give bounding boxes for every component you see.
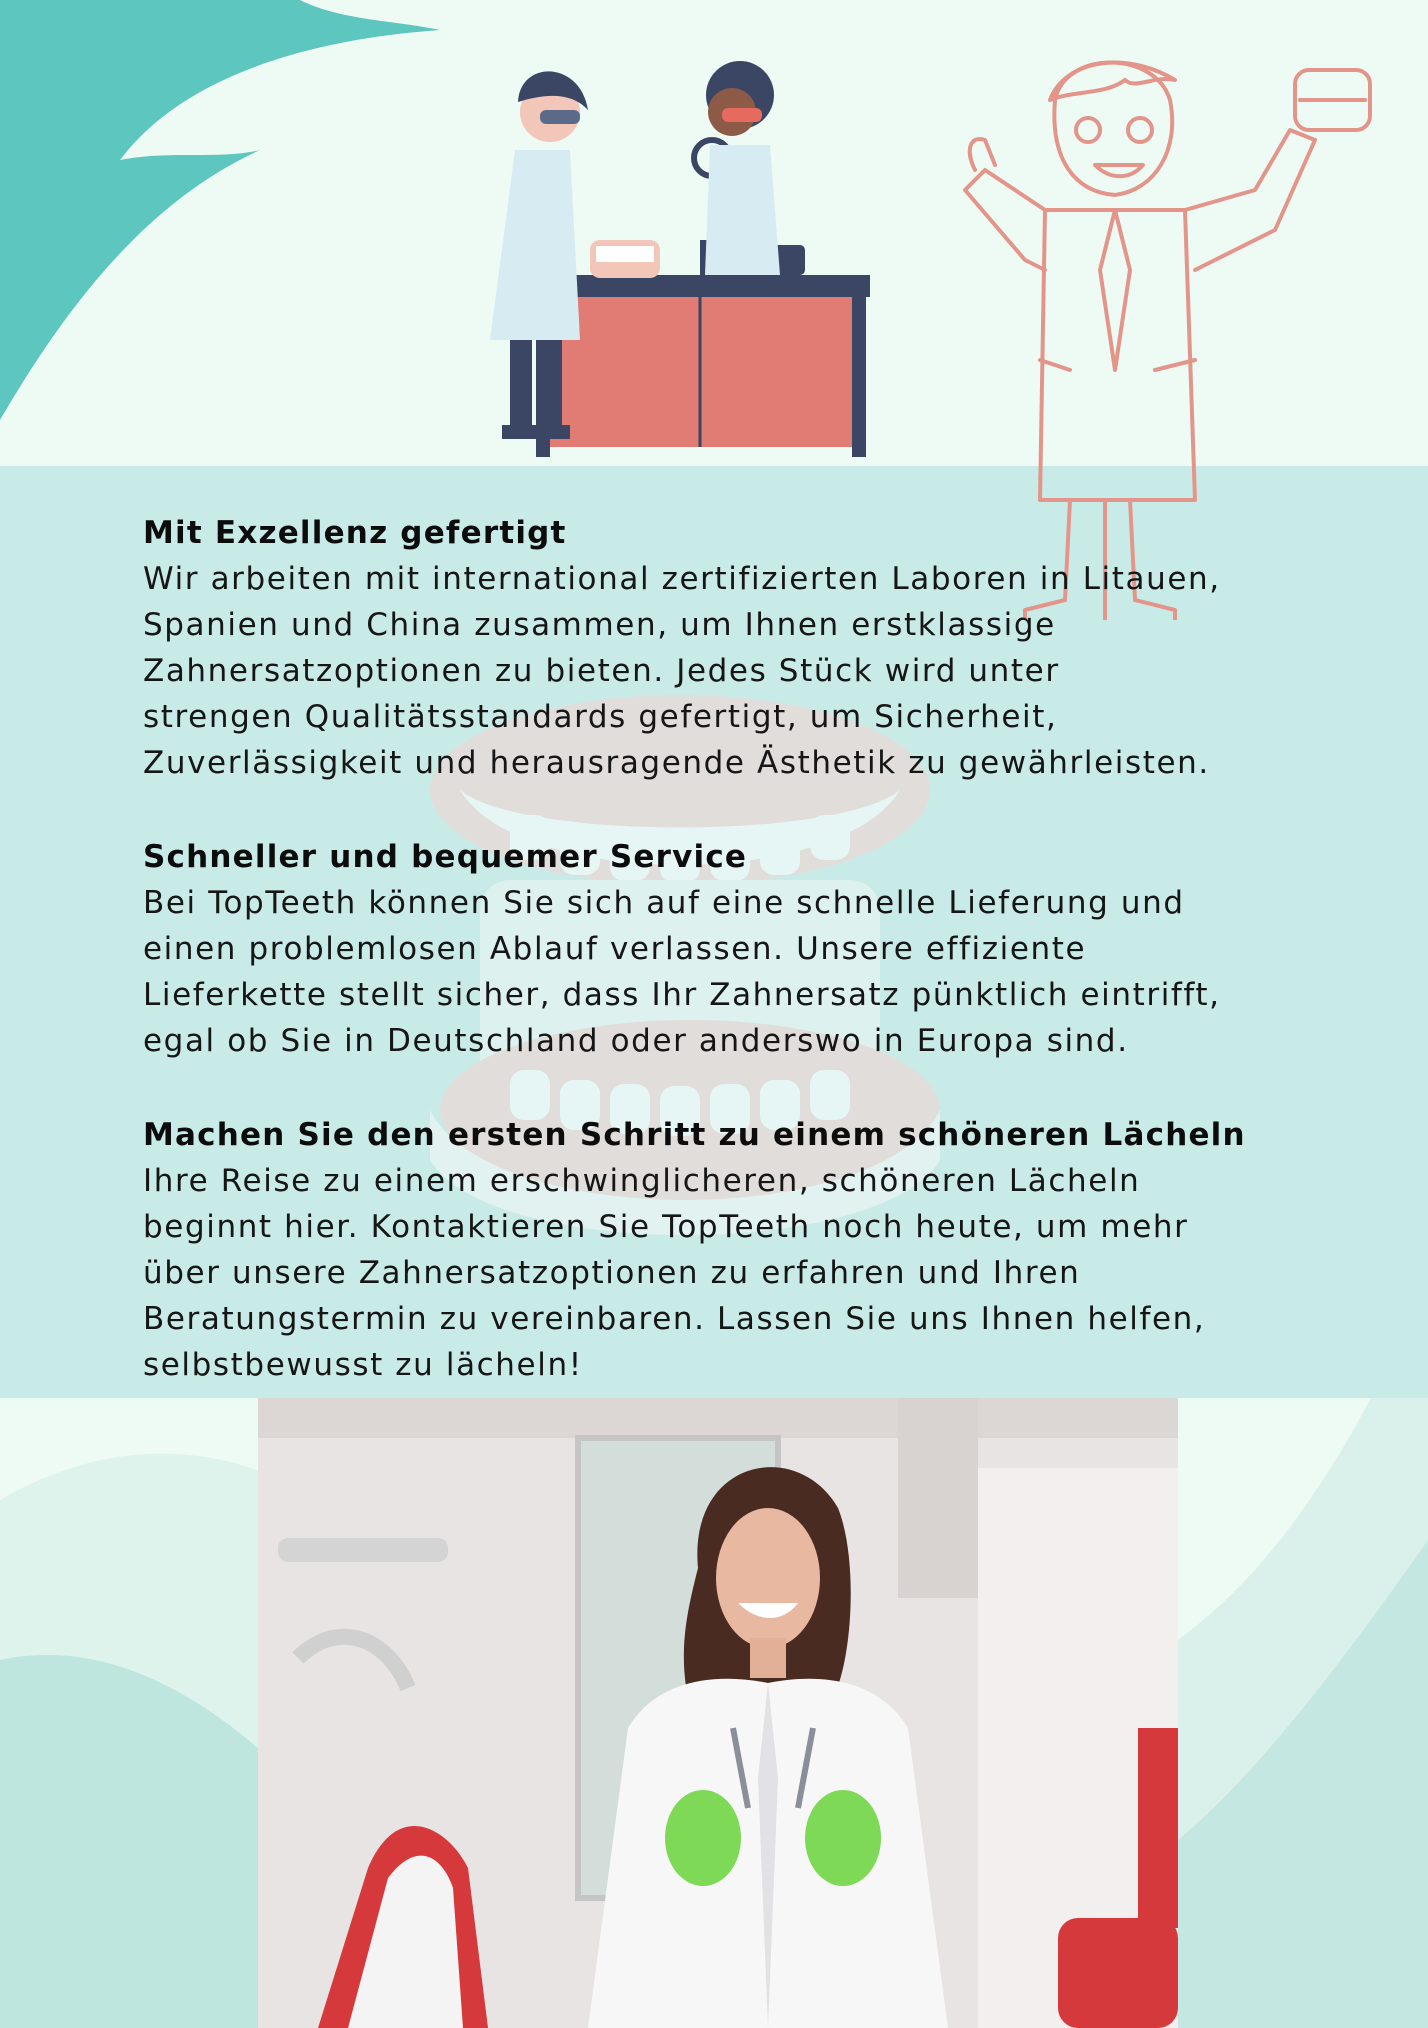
lab-scientists-illustration [440,40,880,460]
section-heading: Mit Exzellenz gefertigt [143,515,567,551]
section-heading: Machen Sie den ersten Schritt zu einem schöneren Lächeln [143,1117,1246,1153]
teal-swoosh-decoration [0,0,460,440]
section-body: Ihre Reise zu einem erschwinglicheren, schöneren Lächeln beginnt hier. Kontaktieren Sie TopTeeth noch heute, um mehr über unsere Zahnersatzoptionen zu erfahren und Ihren Beratungstermin zu vereinbaren. Lassen Sie uns Ihnen helfen, selbstbewusst zu lächeln! [143,1163,1206,1383]
section-body: Bei TopTeeth können Sie sich auf eine schnelle Lieferung und einen problemlosen Ablauf verlassen. Unsere effiziente Lieferkette stellt sicher, dass Ihr Zahnersatz pünktlich eintrifft, egal ob Sie in Deutschland oder anderswo in Europa sind. [143,885,1221,1059]
section-excellence [143,510,1343,786]
section-heading: Schneller und bequemer Service [143,839,748,875]
dentist-photo [258,1398,1178,2028]
text-content [143,510,1343,1436]
dentist-photo-illustration [258,1398,1178,2028]
section-first-step [143,1112,1343,1388]
section-service [143,834,1343,1064]
section-body: Wir arbeiten mit international zertifizierten Laboren in Litauen, Spanien und China zusammen, um Ihnen erstklassige Zahnersatzoptionen zu bieten. Jedes Stück wird unter strengen Qualitätsstandards gefertigt, um Sicherheit, Zuverlässigkeit und herausragende Ästhetik zu gewährleisten. [143,561,1221,781]
